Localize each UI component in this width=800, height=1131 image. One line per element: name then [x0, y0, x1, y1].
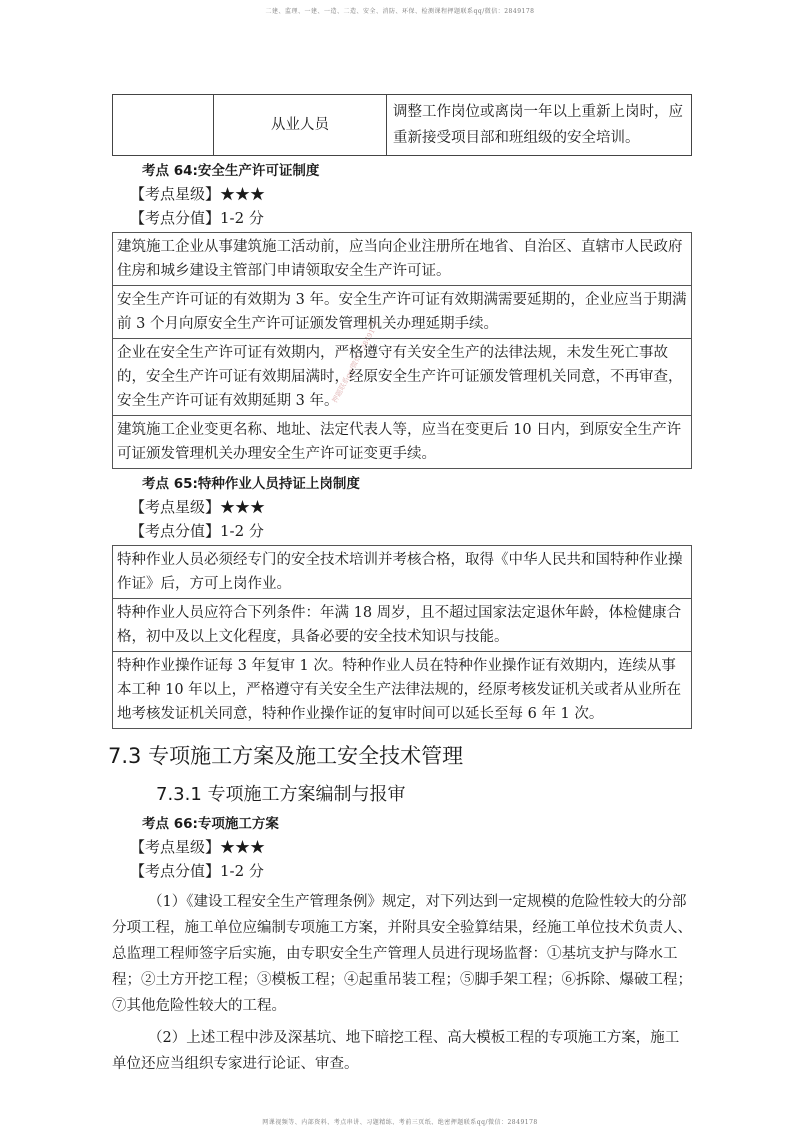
list-item: 特种作业人员必须经专门的安全技术培训并考核合格，取得《中华人民共和国特种作业操作证》后，方可上岗作业。: [117, 552, 683, 592]
kp65-stars: 【考点星级】★★★: [130, 498, 266, 516]
page-footer: 网课视频等、内部资料、考点串讲、习题精练、考前三页纸、绝密押题联系qq/微信：2849178: [262, 1119, 538, 1126]
kp65-title: 考点 65:特种作业人员持证上岗制度: [142, 476, 360, 492]
kp65-box: [112, 545, 692, 729]
table-cell-category: 从业人员: [214, 95, 387, 156]
list-item: 建筑施工企业变更名称、地址、法定代表人等，应当在变更后 10 日内，到原安全生产许可证颁发管理机关办理安全生产许可证变更手续。: [113, 415, 691, 468]
list-item: 特种作业操作证每 3 年复审 1 次。特种作业人员在特种作业操作证有效期内，连续从事本工种 10 年以上，严格遵守有关安全生产法律法规的，经原考核发证机关或者从业所在地考核发证机关同意，特种作业操作证的复审时间可以延长至每 6 年 1 次。: [113, 651, 691, 728]
subsection-title: 7.3.1 专项施工方案编制与报审: [156, 784, 406, 805]
kp66-score: 【考点分值】1-2 分: [130, 862, 264, 880]
list-item: 建筑施工企业从事建筑施工活动前，应当向企业注册所在地省、自治区、直辖市人民政府住房和城乡建设主管部门申请领取安全生产许可证。: [117, 239, 683, 279]
table-row: [113, 95, 692, 156]
kp64-stars: 【考点星级】★★★: [130, 185, 266, 203]
list-item: 企业在安全生产许可证有效期内，严格遵守有关安全生产的法律法规，未发生死亡事故的，安全生产许可证有效期届满时，经原安全生产许可证颁发管理机关同意，不再审查，安全生产许可证有效期延期 3 年。: [113, 338, 691, 415]
page-content: [108, 94, 692, 1077]
kp64-title: 考点 64:安全生产许可证制度: [142, 163, 320, 179]
kp65-score: 【考点分值】1-2 分: [130, 522, 264, 540]
kp66-title: 考点 66:专项施工方案: [142, 816, 279, 832]
page-header: 二建、监理、一建、一造、二造、安全、消防、环保、检测课程押题联系qq/微信：2849178: [265, 8, 535, 15]
table-cell-requirement: 调整工作岗位或离岗一年以上重新上岗时，应重新接受项目部和班组级的安全培训。: [387, 95, 692, 156]
section-title: 7.3 专项施工方案及施工安全技术管理: [108, 744, 464, 768]
list-item: 特种作业人员应符合下列条件：年满 18 周岁，且不超过国家法定退休年龄，体检健康合格，初中及以上文化程度，具备必要的安全技术知识与技能。: [113, 598, 691, 651]
list-item: 安全生产许可证的有效期为 3 年。安全生产许可证有效期满需要延期的，企业应当于期满前 3 个月向原安全生产许可证颁发管理机关办理延期手续。: [113, 285, 691, 338]
kp66-paragraph-2: （2）上述工程中涉及深基坑、地下暗挖工程、高大模板工程的专项施工方案，施工单位还应当组织专家进行论证、审查。: [112, 1030, 680, 1072]
kp66-stars: 【考点星级】★★★: [130, 838, 266, 856]
personnel-table: [112, 94, 692, 156]
kp64-score: 【考点分值】1-2 分: [130, 209, 264, 227]
kp66-paragraph-1: （1）《建设工程安全生产管理条例》规定，对下列达到一定规模的危险性较大的分部分项工程，施工单位应编制专项施工方案，并附具安全验算结果，经施工单位技术负责人、总监理工程师签字后实施，由专职安全生产管理人员进行现场监督：①基坑支护与降水工程；②土方开挖工程；③模板工程；④起重吊装工程；⑤脚手架工程；⑥拆除、爆破工程；⑦其他危险性较大的工程。: [112, 894, 692, 1014]
table-cell-empty: [113, 95, 214, 156]
kp64-box: [112, 232, 692, 469]
watermark: 押题联系qq/微信：2849178: [330, 319, 381, 405]
